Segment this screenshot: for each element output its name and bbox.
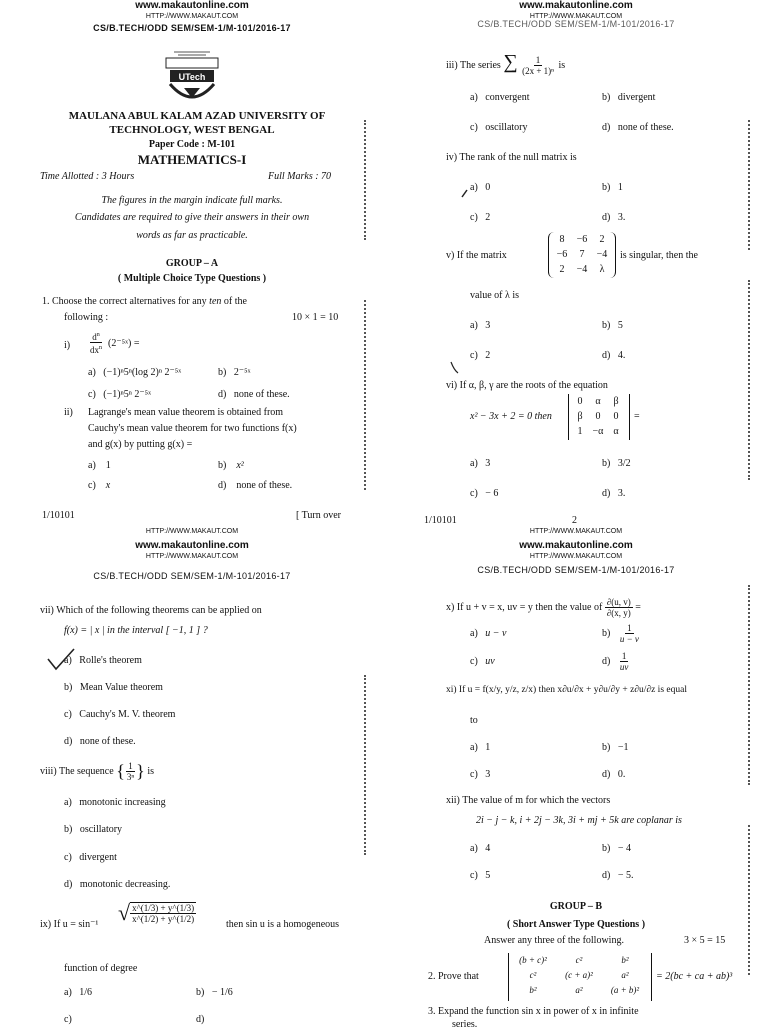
group-a-title: GROUP – A xyxy=(165,258,219,269)
q-iv-option-c[interactable]: c) 2 xyxy=(470,212,491,223)
page-number-1: 1/10101 xyxy=(42,510,75,521)
q-v-option-b[interactable]: b) 5 xyxy=(602,320,623,331)
q-v-stem-b: is singular, then the xyxy=(620,250,698,261)
instruction-2: Candidates are required to give their answers in their own xyxy=(74,212,310,223)
q-vi-option-b[interactable]: b) 3/2 xyxy=(602,458,631,469)
q-xii-option-c[interactable]: c) 5 xyxy=(470,870,491,881)
q-iv-option-b[interactable]: b) 1 xyxy=(602,182,623,193)
pen-mark-icon xyxy=(460,186,474,200)
page-2 xyxy=(384,0,768,525)
q-iv-option-d[interactable]: d) 3. xyxy=(602,212,626,223)
paper-code-line: CS/B.TECH/ODD SEM/SEM-1/M-101/2016-17 xyxy=(477,19,675,29)
q-vi-option-a[interactable]: a) 3 xyxy=(470,458,491,469)
q-v-option-a[interactable]: a) 3 xyxy=(470,320,491,331)
q-ii-option-b[interactable]: b) x² xyxy=(218,460,244,471)
q-i-derivative: $\frac{d^n}{dx^n}$ (2⁻⁵ˣ) = xyxy=(90,332,140,355)
page-4 xyxy=(384,525,768,1030)
group-b-marks: 3 × 5 = 15 xyxy=(684,935,726,946)
sub-url: HTTP://WWW.MAKAUT.COM xyxy=(529,553,623,560)
margin-dots xyxy=(748,825,753,975)
q-xi-stem: xi) If u = f(x/y, y/z, z/x) then x∂u/∂x + y∂u/∂y + z∂u/∂z is equal xyxy=(446,685,687,695)
q-ix-stem-a: ix) If u = sin⁻¹ xyxy=(40,919,99,930)
q-iii-stem: iii) The series ∑ $\frac{1}{\text{(2x + 1)ⁿ}}$ is xyxy=(446,51,566,77)
q-viii-option-d[interactable]: d) monotonic decreasing. xyxy=(64,879,171,890)
q1-marks: 10 × 1 = 10 xyxy=(292,312,339,323)
q-ii-option-c[interactable]: c) x xyxy=(88,480,111,491)
page-index-2: 2 xyxy=(572,515,577,526)
q-xii-option-a[interactable]: a) 4 xyxy=(470,843,491,854)
sigma-symbol: ∑ xyxy=(503,51,518,73)
group-b-title: GROUP – B xyxy=(549,901,603,912)
q-i-option-d[interactable]: d) none of these. xyxy=(218,389,290,400)
header-url: www.makautonline.com xyxy=(519,540,633,551)
university-name-2: TECHNOLOGY, WEST BENGAL xyxy=(109,124,275,136)
q-ii-line-3: and g(x) by putting g(x) = xyxy=(88,439,193,450)
q-viii-option-a[interactable]: a) monotonic increasing xyxy=(64,797,166,808)
q-v-stem-a: v) If the matrix xyxy=(446,250,507,261)
q3-stem: 3. Expand the function sin x in power of x in infinite xyxy=(428,1006,639,1017)
instruction-3: words as far as practicable. xyxy=(136,230,248,241)
q-ix-root-fraction: √ $\frac{x\^{}(1/3) + y\^{}(1/3)}{x\^{}(1/2) + y\^{}(1/2)}$ xyxy=(118,900,195,925)
q-xii-option-b[interactable]: b) − 4 xyxy=(602,843,631,854)
paper-code-line: CS/B.TECH/ODD SEM/SEM-1/M-101/2016-17 xyxy=(93,23,291,33)
q-xi-stem-b: to xyxy=(470,715,478,726)
page-3 xyxy=(0,525,384,1024)
q2-stem: 2. Prove that xyxy=(428,971,479,982)
q-ix-option-c[interactable]: c) xyxy=(64,1014,72,1025)
q-vi-option-c[interactable]: c) − 6 xyxy=(470,488,499,499)
q-xii-option-d[interactable]: d) − 5. xyxy=(602,870,634,881)
q1-following: following : xyxy=(64,312,109,323)
q-iii-option-a[interactable]: a) convergent xyxy=(470,92,530,103)
q-i-option-c[interactable]: c) (−1)ⁿ5ⁿ 2⁻⁵ˣ xyxy=(88,389,152,400)
q-vi-equals: = xyxy=(634,411,640,422)
q-vi-option-d[interactable]: d) 3. xyxy=(602,488,626,499)
q-viii-option-c[interactable]: c) divergent xyxy=(64,852,117,863)
subject-title: MATHEMATICS-I xyxy=(137,152,247,167)
q-vi-determinant: 0 α β β 0 0 1 −α α xyxy=(568,394,630,440)
q-ix-option-d[interactable]: d) xyxy=(196,1014,205,1025)
page-1 xyxy=(0,0,384,525)
q-viii-option-b[interactable]: b) oscillatory xyxy=(64,824,123,835)
margin-dots xyxy=(748,585,753,785)
q1-instruction: 1. Choose the correct alternatives for any ten of the xyxy=(42,296,247,307)
q-viii-stem: viii) The sequence { $\frac{1}{\text{3ⁿ}}$ } is xyxy=(40,761,154,782)
q-ix-option-a[interactable]: a) 1/6 xyxy=(64,987,93,998)
q-iii-option-d[interactable]: d) none of these. xyxy=(602,122,674,133)
q-ix-stem-c: function of degree xyxy=(64,963,138,974)
sub-url: HTTP://WWW.MAKAUT.COM xyxy=(529,13,623,20)
sub-url: HTTP://WWW.MAKAUT.COM xyxy=(145,528,239,535)
q-v-option-d[interactable]: d) 4. xyxy=(602,350,626,361)
q-vi-stem-a: vi) If α, β, γ are the roots of the equation xyxy=(446,380,608,391)
q-vii-option-b[interactable]: b) Mean Value theorem xyxy=(64,682,163,693)
group-b-subtitle: ( Short Answer Type Questions ) xyxy=(506,919,646,930)
q-iii-option-b[interactable]: b) divergent xyxy=(602,92,656,103)
q-xii-vectors: 2i − j − k, i + 2j − 3k, 3i + mj + 5k are coplanar is xyxy=(476,815,682,826)
q-v-matrix: 8 −6 2 −6 7 −4 2 −4 λ xyxy=(548,232,616,278)
q-i-option-a[interactable]: a) (−1)ⁿ5ⁿ(log 2)ⁿ 2⁻⁵ˣ xyxy=(88,367,182,378)
q-ii-line-1: Lagrange's mean value theorem is obtained from xyxy=(88,407,284,418)
university-name-1: MAULANA ABUL KALAM AZAD UNIVERSITY OF xyxy=(68,110,326,122)
sub-url: HTTP://WWW.MAKAUT.COM xyxy=(145,13,239,20)
q-ii-line-2: Cauchy's mean value theorem for two functions f(x) xyxy=(88,423,297,434)
q-x-option-d[interactable]: d) $\frac{1}{uv}$ xyxy=(602,651,629,672)
paper-code-line: CS/B.TECH/ODD SEM/SEM-1/M-101/2016-17 xyxy=(477,565,675,575)
q-vii-option-a[interactable]: a) Rolle's theorem xyxy=(64,655,142,666)
q-iv-stem: iv) The rank of the null matrix is xyxy=(446,152,577,163)
q-iii-option-c[interactable]: c) oscillatory xyxy=(470,122,528,133)
paper-code-line: CS/B.TECH/ODD SEM/SEM-1/M-101/2016-17 xyxy=(93,571,291,581)
university-logo xyxy=(160,40,224,106)
margin-dots xyxy=(364,675,369,855)
q-vi-stem-b: x² − 3x + 2 = 0 then xyxy=(470,411,552,422)
q-v-option-c[interactable]: c) 2 xyxy=(470,350,491,361)
q-ii-label: ii) xyxy=(64,407,73,418)
q-x-stem: x) If u + v = x, uv = y then the value of $\frac{\partial(u, v)}{\partial(x, y)}$ = xyxy=(446,597,641,618)
sub-url: HTTP://WWW.MAKAUT.COM xyxy=(529,528,623,535)
q-vii-option-c[interactable]: c) Cauchy's M. V. theorem xyxy=(64,709,176,720)
q-xii-stem: xii) The value of m for which the vectors xyxy=(446,795,611,806)
sub-url: HTTP://WWW.MAKAUT.COM xyxy=(145,553,239,560)
q-xi-option-b[interactable]: b) −1 xyxy=(602,742,629,753)
q-xi-option-a[interactable]: a) 1 xyxy=(470,742,491,753)
q-xi-option-c[interactable]: c) 3 xyxy=(470,769,491,780)
q-i-option-b[interactable]: b) 2⁻⁵ˣ xyxy=(218,367,251,378)
q-ix-option-b[interactable]: b) − 1/6 xyxy=(196,987,233,998)
q-xi-option-d[interactable]: d) 0. xyxy=(602,769,626,780)
q-vii-option-d[interactable]: d) none of these. xyxy=(64,736,136,747)
time-allotted: Time Allotted : 3 Hours xyxy=(40,171,135,182)
q-ix-stem-b: then sin u is a homogeneous xyxy=(226,919,340,930)
header-url: www.makautonline.com xyxy=(519,0,633,11)
q-ii-option-a[interactable]: a) 1 xyxy=(88,460,111,471)
logo-text: UTech xyxy=(178,72,206,82)
q-iv-option-a[interactable]: a) 0 xyxy=(470,182,491,193)
margin-dots xyxy=(748,280,753,480)
turn-over: [ Turn over xyxy=(296,510,342,521)
margin-dots xyxy=(364,300,369,490)
q-vii-line-1: vii) Which of the following theorems can be applied on xyxy=(40,605,262,616)
pen-mark-icon xyxy=(448,360,462,376)
paper-code: Paper Code : M-101 xyxy=(148,139,236,150)
page-number-2: 1/10101 xyxy=(424,515,457,526)
q-x-option-c[interactable]: c) uv xyxy=(470,656,495,667)
margin-dots xyxy=(748,120,753,250)
header-url: www.makautonline.com xyxy=(135,0,249,11)
q2-determinant: (b + c)² c² b² c² (c + a)² a² b² a² (a + b)² xyxy=(508,953,652,1001)
margin-dots xyxy=(364,120,369,240)
q-vii-line-2: f(x) = | x | in the interval [ −1, 1 ] ? xyxy=(64,625,208,636)
q-ii-option-d[interactable]: d) none of these. xyxy=(218,480,293,491)
q3-stem-b: series. xyxy=(452,1019,478,1030)
q2-rhs: = 2(bc + ca + ab)³ xyxy=(656,971,733,982)
q-x-option-b[interactable]: b) $\frac{1}{u - v}$ xyxy=(602,623,639,644)
q-x-option-a[interactable]: a) u − v xyxy=(470,628,507,639)
group-a-subtitle: ( Multiple Choice Type Questions ) xyxy=(117,273,267,284)
checkmark-icon xyxy=(46,647,76,673)
full-marks: Full Marks : 70 xyxy=(268,171,332,182)
instruction-1: The figures in the margin indicate full marks. xyxy=(101,195,283,206)
q-i-label: i) xyxy=(64,340,71,351)
q-v-stem-c: value of λ is xyxy=(470,290,520,301)
group-b-instruction: Answer any three of the following. xyxy=(484,935,624,946)
header-url: www.makautonline.com xyxy=(135,540,249,551)
